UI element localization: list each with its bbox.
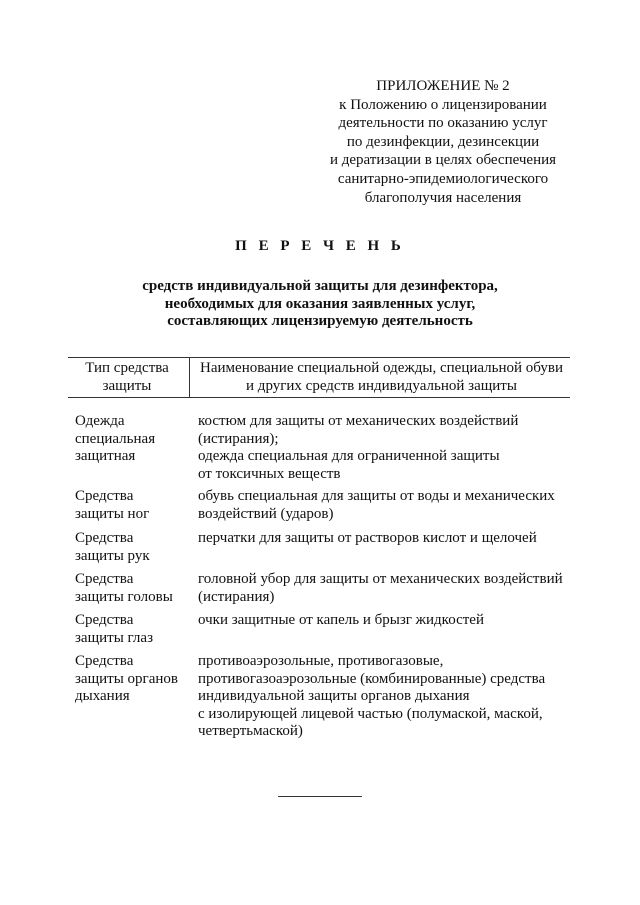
row-desc-cell: [198, 530, 570, 548]
row-desc-cell: [198, 571, 570, 606]
subtitle-line: средств индивидуальной защиты для дезинфектора,: [142, 278, 498, 294]
cell-text: защиты глаз: [75, 629, 154, 646]
cell-text: с изолирующей лицевой частью (полумаской, маской,: [198, 705, 543, 722]
subtitle-line: составляющих лицензируемую деятельность: [167, 313, 473, 329]
annex-line: благополучия населения: [364, 189, 522, 206]
header-text: Наименование специальной одежды, специальной обуви: [200, 360, 563, 376]
row-type-cell: [75, 413, 190, 466]
cell-text: костюм для защиты от механических воздействий: [198, 413, 519, 429]
annex-line: к Положению о лицензировании: [339, 96, 547, 113]
cell-text: защиты органов: [75, 670, 178, 687]
cell-text: противоаэрозольные, противогазовые,: [198, 653, 444, 669]
cell-text: Средства: [75, 653, 134, 669]
cell-text: от токсичных веществ: [198, 465, 341, 482]
annex-heading: [300, 77, 586, 207]
annex-line: ПРИЛОЖЕНИЕ № 2: [376, 78, 510, 94]
header-type-cell: [68, 360, 186, 395]
cell-text: специальная: [75, 430, 156, 447]
cell-text: перчатки для защиты от растворов кислот и щелочей: [198, 530, 537, 546]
subtitle-line: необходимых для оказания заявленных услуг,: [164, 295, 476, 312]
header-text: Тип средства: [85, 360, 169, 376]
cell-text: (истирания): [198, 588, 275, 605]
cell-text: обувь специальная для защиты от воды и механических: [198, 488, 555, 504]
cell-text: головной убор для защиты от механических воздействий: [198, 571, 563, 587]
cell-text: Средства: [75, 571, 134, 587]
cell-text: Средства: [75, 530, 134, 546]
cell-text: защиты рук: [75, 547, 150, 564]
header-text: и других средств индивидуальной защиты: [246, 377, 517, 394]
document-subtitle: [0, 278, 640, 331]
annex-line: деятельности по оказанию услуг: [338, 115, 548, 132]
cell-text: Средства: [75, 488, 134, 504]
header-text: защиты: [102, 377, 152, 394]
cell-text: индивидуальной защиты органов дыхания: [198, 688, 470, 704]
annex-line: и дератизации в целях обеспечения: [329, 152, 557, 169]
column-divider: [189, 358, 190, 397]
table-header: [68, 357, 570, 398]
cell-text: противогазоаэрозольные (комбинированные) средства: [198, 670, 546, 687]
row-type-cell: [75, 488, 190, 523]
cell-text: четвертьмаской): [198, 723, 303, 739]
row-type-cell: [75, 653, 190, 706]
row-desc-cell: [198, 413, 570, 483]
cell-text: (истирания);: [198, 430, 279, 447]
end-of-document-line: [278, 796, 362, 797]
cell-text: одежда специальная для ограниченной защиты: [198, 448, 500, 464]
header-name-cell: [193, 360, 570, 395]
row-type-cell: [75, 571, 190, 606]
cell-text: очки защитные от капель и брызг жидкостей: [198, 612, 484, 628]
cell-text: воздействий (ударов): [198, 505, 334, 522]
cell-text: Одежда: [75, 413, 125, 429]
cell-text: защиты ног: [75, 505, 150, 522]
annex-line: по дезинфекции, дезинсекции: [346, 133, 540, 150]
row-type-cell: [75, 530, 190, 565]
cell-text: защиты головы: [75, 588, 173, 605]
row-desc-cell: [198, 488, 570, 523]
row-type-cell: [75, 612, 190, 647]
row-desc-cell: [198, 653, 570, 741]
cell-text: защитная: [75, 448, 136, 464]
cell-text: дыхания: [75, 688, 130, 704]
document-title: П Е Р Е Ч Е Н Ь: [235, 238, 405, 254]
annex-line: санитарно-эпидемиологического: [337, 170, 549, 187]
row-desc-cell: [198, 612, 570, 630]
ppe-table: [68, 357, 570, 739]
cell-text: Средства: [75, 612, 134, 628]
